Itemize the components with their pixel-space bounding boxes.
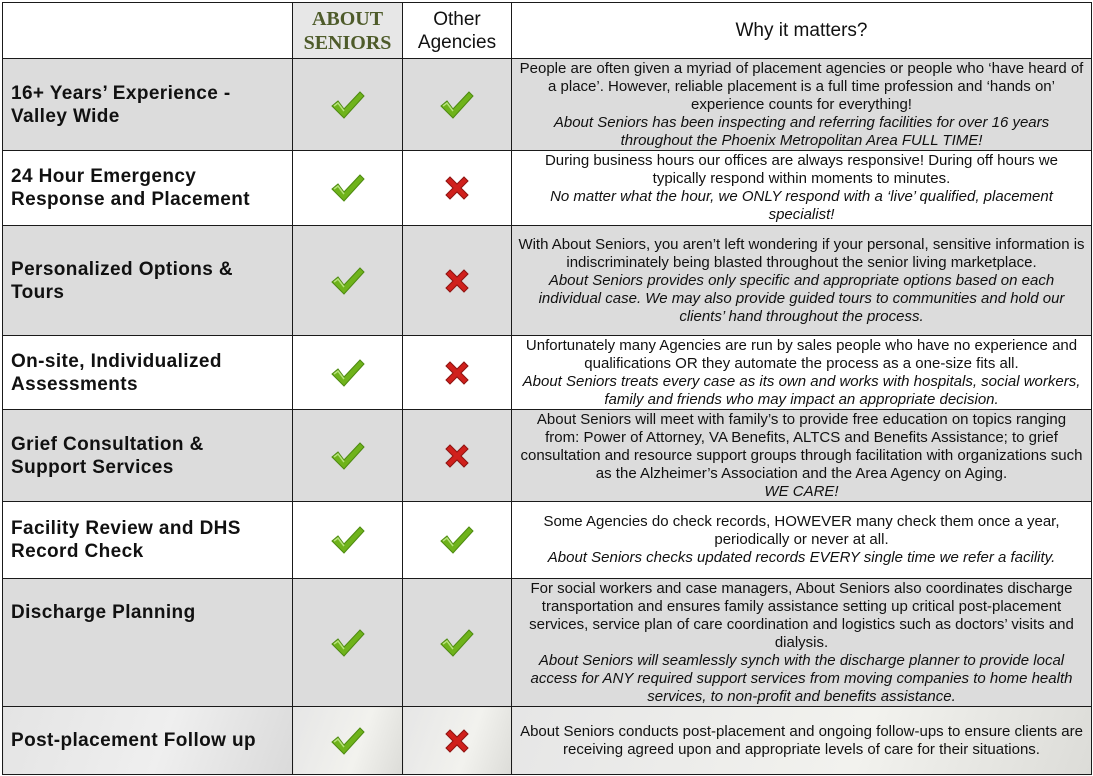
check-icon <box>439 531 475 548</box>
other-mark-cell <box>403 707 512 775</box>
table-row <box>3 707 1092 775</box>
check-icon <box>330 634 366 651</box>
table-row <box>3 59 1092 151</box>
other-mark-cell <box>403 226 512 336</box>
about-mark-cell <box>293 410 403 502</box>
feature-cell: 16+ Years’ Experience - Valley Wide <box>3 59 293 151</box>
feature-cell: On-site, Individualized Assessments <box>3 336 293 410</box>
cross-icon <box>442 364 472 381</box>
check-icon <box>330 732 366 749</box>
about-mark-cell <box>293 226 403 336</box>
feature-cell: Personalized Options & Tours <box>3 226 293 336</box>
cross-icon <box>442 179 472 196</box>
check-icon <box>330 531 366 548</box>
check-icon <box>439 96 475 113</box>
table-row <box>3 226 1092 336</box>
about-mark-cell <box>293 707 403 775</box>
about-mark-cell <box>293 579 403 707</box>
header-other-agencies: Other Agencies <box>403 3 512 59</box>
table-row <box>3 502 1092 579</box>
description-cell: For social workers and case managers, About Seniors also coordinates discharge transportation and ensures family assistance setting up critical post-placement services, service plan of care coordination and logistics such as doctors’ visits and dialysis. About Seniors will seamlessly synch with the discharge planner to provide local access for ANY required support services from moving companies to home health services, to non-profit and benefits assistance. <box>512 579 1092 707</box>
feature-cell: Post-placement Follow up <box>3 707 293 775</box>
check-icon <box>330 272 366 289</box>
header-row <box>3 3 1092 59</box>
other-mark-cell <box>403 410 512 502</box>
about-mark-cell <box>293 151 403 226</box>
cross-icon <box>442 272 472 289</box>
feature-cell: Facility Review and DHS Record Check <box>3 502 293 579</box>
comparison-table <box>2 2 1092 775</box>
description-cell: Some Agencies do check records, HOWEVER many check them once a year, periodically or never at all. About Seniors checks updated records EVERY single time we refer a facility. <box>512 502 1092 579</box>
check-icon <box>439 634 475 651</box>
header-why-it-matters: Why it matters? <box>512 3 1092 59</box>
check-icon <box>330 96 366 113</box>
description-cell: About Seniors will meet with family’s to provide free education on topics ranging from: Power of Attorney, VA Benefits, ALTCS and Benefits Assistance; to grief consultation and resource support groups through facilitation with organizations such as the Alzheimer’s Association and the Area Agency on Aging. WE CARE! <box>512 410 1092 502</box>
description-cell: With About Seniors, you aren’t left wondering if your personal, sensitive information is indiscriminately being blasted throughout the senior living marketplace. About Seniors provides only specific and appropriate options based on each individual case. We may also provide guided tours to communities and hold our clients’ hand throughout the process. <box>512 226 1092 336</box>
check-icon <box>330 364 366 381</box>
description-cell: About Seniors conducts post-placement and ongoing follow-ups to ensure clients are receiving agreed upon and appropriate levels of care for their situations. <box>512 707 1092 775</box>
table-row <box>3 579 1092 707</box>
table-row <box>3 410 1092 502</box>
feature-cell: Discharge Planning <box>3 579 293 707</box>
description-cell: During business hours our offices are always responsive! During off hours we typically respond within moments to minutes. No matter what the hour, we ONLY respond with a ‘live’ qualified, placement specialist! <box>512 151 1092 226</box>
other-mark-cell <box>403 579 512 707</box>
header-blank-cell <box>3 3 293 59</box>
cross-icon <box>442 447 472 464</box>
description-cell: Unfortunately many Agencies are run by sales people who have no experience and qualifications OR they automate the process as a one-size fits all. About Seniors treats every case as its own and works with hospitals, social workers, family and friends who may impact an appropriate decision. <box>512 336 1092 410</box>
other-mark-cell <box>403 336 512 410</box>
header-about-seniors: ABOUT SENIORS <box>293 3 403 59</box>
other-mark-cell <box>403 59 512 151</box>
table-row <box>3 151 1092 226</box>
check-icon <box>330 179 366 196</box>
table-row <box>3 336 1092 410</box>
other-mark-cell <box>403 502 512 579</box>
about-mark-cell <box>293 336 403 410</box>
feature-cell: Grief Consultation & Support Services <box>3 410 293 502</box>
other-mark-cell <box>403 151 512 226</box>
description-cell: People are often given a myriad of placement agencies or people who ‘have heard of a place’. However, reliable placement is a full time profession and ‘hands on’ experience counts for everything! About Seniors has been inspecting and referring facilities for over 16 years throughout the Phoenix Metropolitan Area FULL TIME! <box>512 59 1092 151</box>
cross-icon <box>442 732 472 749</box>
feature-cell: 24 Hour Emergency Response and Placement <box>3 151 293 226</box>
check-icon <box>330 447 366 464</box>
about-mark-cell <box>293 502 403 579</box>
about-mark-cell <box>293 59 403 151</box>
